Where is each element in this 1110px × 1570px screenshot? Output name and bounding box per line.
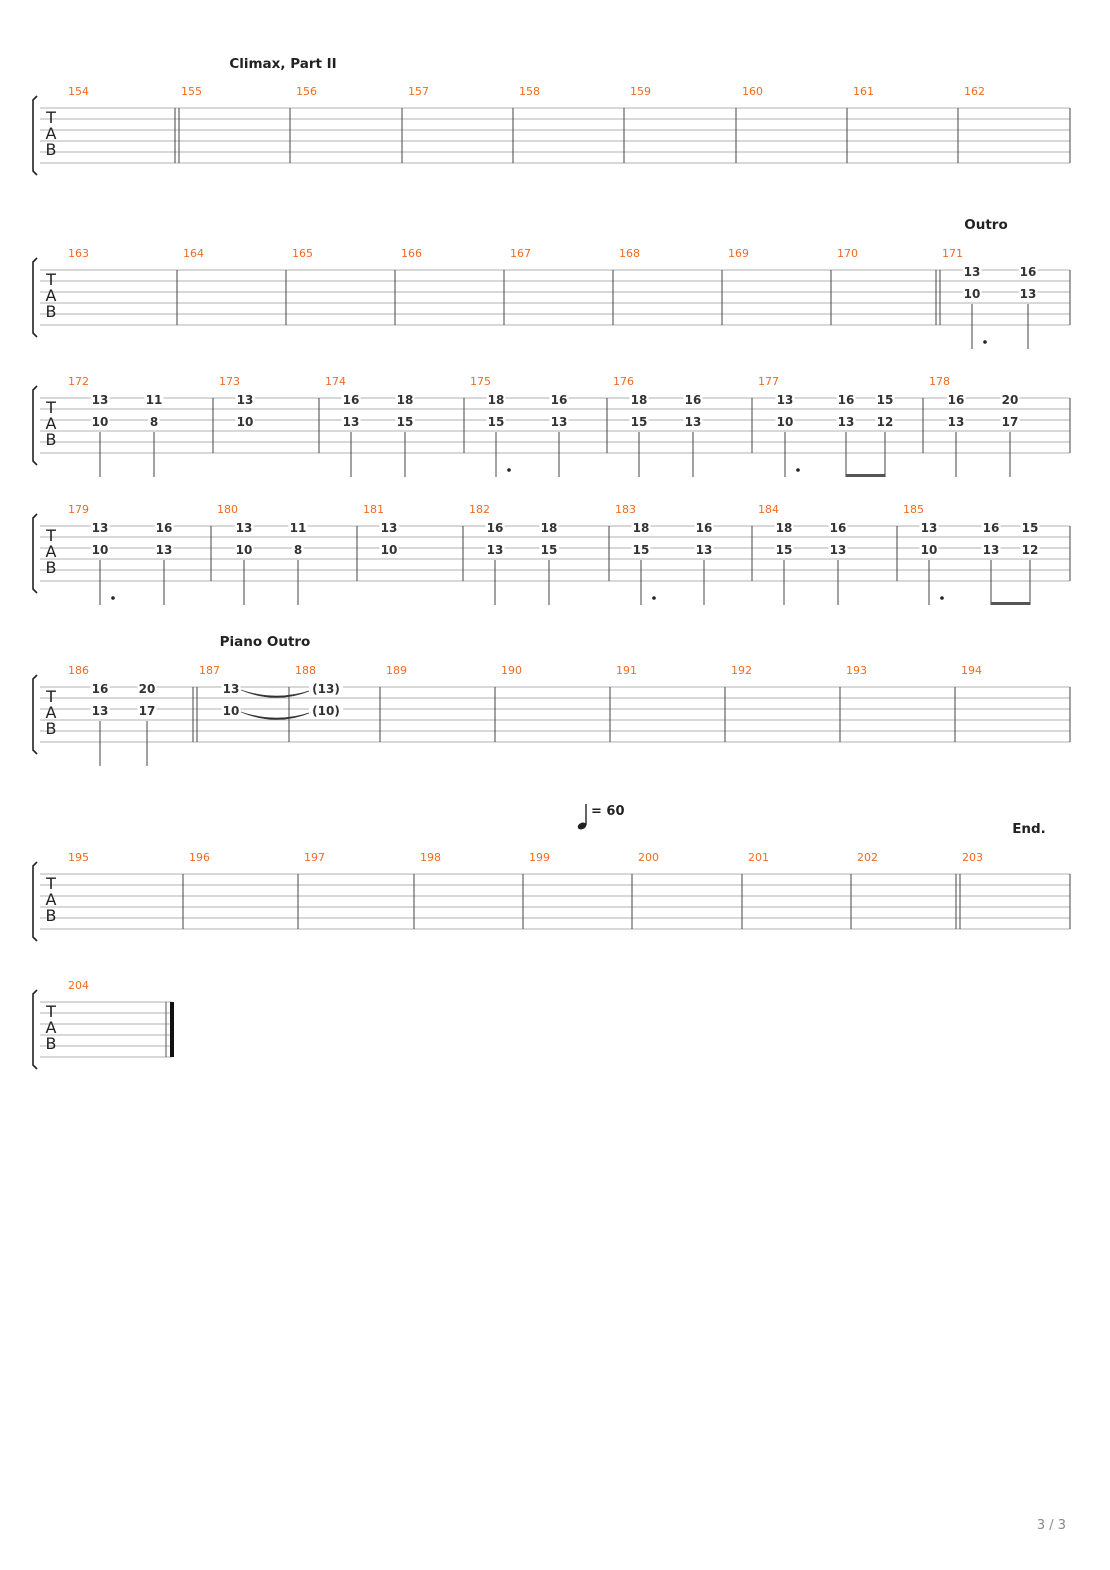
fret-number: 16 bbox=[342, 393, 360, 407]
fret-number: 16 bbox=[550, 393, 568, 407]
fret-number: 18 bbox=[540, 521, 558, 535]
measure-number: 181 bbox=[363, 503, 384, 516]
rhythm-dot bbox=[652, 596, 656, 600]
measure-number: 163 bbox=[68, 247, 89, 260]
measure-number: 175 bbox=[470, 375, 491, 388]
section-label: Piano Outro bbox=[219, 634, 311, 650]
fret-number: 13 bbox=[1019, 287, 1037, 301]
measure-number: 192 bbox=[731, 664, 752, 677]
tab-clef-letter: T bbox=[46, 687, 56, 706]
note-beam bbox=[991, 602, 1030, 605]
tab-clef-letter: A bbox=[45, 414, 57, 433]
fret-number: 13 bbox=[91, 704, 109, 718]
measure-number: 166 bbox=[401, 247, 422, 260]
fret-number: 18 bbox=[487, 393, 505, 407]
fret-number: 20 bbox=[138, 682, 156, 696]
measure-number: 161 bbox=[853, 85, 874, 98]
fret-number: 10 bbox=[222, 704, 240, 718]
tab-clef-letter: T bbox=[46, 270, 56, 289]
measure-number: 190 bbox=[501, 664, 522, 677]
system-bracket bbox=[33, 675, 37, 754]
fret-number: 8 bbox=[293, 543, 303, 557]
fret-number: 13 bbox=[695, 543, 713, 557]
fret-number: 10 bbox=[963, 287, 981, 301]
measure-number: 183 bbox=[615, 503, 636, 516]
measure-number: 185 bbox=[903, 503, 924, 516]
fret-number: 13 bbox=[342, 415, 360, 429]
measure-number: 178 bbox=[929, 375, 950, 388]
tab-clef-letter: B bbox=[45, 906, 57, 925]
measure-number: 177 bbox=[758, 375, 779, 388]
fret-number: 13 bbox=[963, 265, 981, 279]
tab-clef-letter: B bbox=[45, 719, 57, 738]
fret-number: 12 bbox=[1021, 543, 1039, 557]
section-label: Climax, Part II bbox=[229, 56, 337, 72]
measure-number: 202 bbox=[857, 851, 878, 864]
fret-number: 16 bbox=[829, 521, 847, 535]
fret-number: 13 bbox=[222, 682, 240, 696]
fret-number: 13 bbox=[235, 521, 253, 535]
fret-number: 18 bbox=[775, 521, 793, 535]
tab-clef-letter: A bbox=[45, 703, 57, 722]
measure-number: 187 bbox=[199, 664, 220, 677]
measure-number: 170 bbox=[837, 247, 858, 260]
measure-number: 186 bbox=[68, 664, 89, 677]
measure-number: 156 bbox=[296, 85, 317, 98]
fret-number: 13 bbox=[684, 415, 702, 429]
fret-number: 12 bbox=[876, 415, 894, 429]
fret-number: 13 bbox=[829, 543, 847, 557]
measure-number: 201 bbox=[748, 851, 769, 864]
measure-number: 160 bbox=[742, 85, 763, 98]
measure-number: 193 bbox=[846, 664, 867, 677]
measure-number: 158 bbox=[519, 85, 540, 98]
fret-number: 13 bbox=[947, 415, 965, 429]
rhythm-dot bbox=[796, 468, 800, 472]
fret-number: 15 bbox=[632, 543, 650, 557]
system-bracket bbox=[33, 258, 37, 337]
measure-number: 191 bbox=[616, 664, 637, 677]
system-bracket bbox=[33, 514, 37, 593]
measure-number: 174 bbox=[325, 375, 346, 388]
tab-clef-letter: B bbox=[45, 1034, 57, 1053]
rhythm-dot bbox=[111, 596, 115, 600]
fret-number: 13 bbox=[236, 393, 254, 407]
fret-number: 15 bbox=[630, 415, 648, 429]
measure-number: 199 bbox=[529, 851, 550, 864]
fret-number: (10) bbox=[312, 704, 340, 718]
measure-number: 165 bbox=[292, 247, 313, 260]
fret-number: 15 bbox=[396, 415, 414, 429]
section-label: End. bbox=[1012, 821, 1046, 837]
fret-number: 13 bbox=[380, 521, 398, 535]
tab-clef-letter: T bbox=[46, 108, 56, 127]
tab-clef-letter: A bbox=[45, 286, 57, 305]
tab-clef-letter: T bbox=[46, 874, 56, 893]
fret-number: 16 bbox=[486, 521, 504, 535]
fret-number: 10 bbox=[91, 415, 109, 429]
measure-number: 172 bbox=[68, 375, 89, 388]
note-beam bbox=[846, 474, 885, 477]
tempo-marking: = 60 bbox=[591, 804, 625, 819]
measure-number: 184 bbox=[758, 503, 779, 516]
rhythm-dot bbox=[983, 340, 987, 344]
fret-number: 13 bbox=[91, 521, 109, 535]
fret-number: 20 bbox=[1001, 393, 1019, 407]
measure-number: 198 bbox=[420, 851, 441, 864]
fret-number: 15 bbox=[1021, 521, 1039, 535]
fret-number: 15 bbox=[775, 543, 793, 557]
fret-number: 16 bbox=[695, 521, 713, 535]
measure-number: 167 bbox=[510, 247, 531, 260]
measure-number: 196 bbox=[189, 851, 210, 864]
fret-number: 17 bbox=[138, 704, 156, 718]
measure-number: 203 bbox=[962, 851, 983, 864]
tab-clef-letter: B bbox=[45, 140, 57, 159]
measure-number: 197 bbox=[304, 851, 325, 864]
fret-number: 13 bbox=[91, 393, 109, 407]
page-indicator: 3 / 3 bbox=[1036, 1518, 1066, 1533]
measure-number: 195 bbox=[68, 851, 89, 864]
measure-number: 162 bbox=[964, 85, 985, 98]
tab-clef-letter: A bbox=[45, 542, 57, 561]
fret-number: 13 bbox=[550, 415, 568, 429]
fret-number: 18 bbox=[630, 393, 648, 407]
fret-number: 16 bbox=[91, 682, 109, 696]
fret-number: 13 bbox=[982, 543, 1000, 557]
measure-number: 164 bbox=[183, 247, 204, 260]
fret-number: 13 bbox=[155, 543, 173, 557]
fret-number: 17 bbox=[1001, 415, 1019, 429]
tie-arc bbox=[241, 690, 312, 698]
fret-number: 13 bbox=[486, 543, 504, 557]
fret-number: 18 bbox=[632, 521, 650, 535]
fret-number: 10 bbox=[776, 415, 794, 429]
fret-number: 13 bbox=[776, 393, 794, 407]
fret-number: 15 bbox=[540, 543, 558, 557]
fret-number: 16 bbox=[982, 521, 1000, 535]
fret-number: 11 bbox=[289, 521, 307, 535]
measure-number: 159 bbox=[630, 85, 651, 98]
rhythm-dot bbox=[507, 468, 511, 472]
fret-number: 10 bbox=[235, 543, 253, 557]
fret-number: 8 bbox=[149, 415, 159, 429]
tab-clef-letter: B bbox=[45, 558, 57, 577]
system-bracket bbox=[33, 386, 37, 465]
tab-clef-letter: T bbox=[46, 526, 56, 545]
system-bracket bbox=[33, 96, 37, 175]
fret-number: 16 bbox=[155, 521, 173, 535]
measure-number: 194 bbox=[961, 664, 982, 677]
measure-number: 180 bbox=[217, 503, 238, 516]
measure-number: 179 bbox=[68, 503, 89, 516]
fret-number: 18 bbox=[396, 393, 414, 407]
fret-number: 15 bbox=[487, 415, 505, 429]
fret-number: 10 bbox=[236, 415, 254, 429]
measure-number: 171 bbox=[942, 247, 963, 260]
fret-number: 16 bbox=[837, 393, 855, 407]
measure-number: 200 bbox=[638, 851, 659, 864]
tab-clef-letter: A bbox=[45, 124, 57, 143]
system-bracket bbox=[33, 990, 37, 1069]
tab-clef-letter: B bbox=[45, 302, 57, 321]
system-bracket bbox=[33, 862, 37, 941]
tab-clef-letter: A bbox=[45, 890, 57, 909]
section-label: Outro bbox=[964, 217, 1008, 233]
fret-number: 15 bbox=[876, 393, 894, 407]
measure-number: 169 bbox=[728, 247, 749, 260]
fret-number: (13) bbox=[312, 682, 340, 696]
measure-number: 157 bbox=[408, 85, 429, 98]
fret-number: 13 bbox=[837, 415, 855, 429]
tab-clef-letter: A bbox=[45, 1018, 57, 1037]
measure-number: 204 bbox=[68, 979, 89, 992]
measure-number: 173 bbox=[219, 375, 240, 388]
fret-number: 16 bbox=[684, 393, 702, 407]
tie-arc bbox=[241, 712, 312, 720]
fret-number: 16 bbox=[947, 393, 965, 407]
measure-number: 182 bbox=[469, 503, 490, 516]
measure-number: 176 bbox=[613, 375, 634, 388]
fret-number: 10 bbox=[920, 543, 938, 557]
tab-clef-letter: B bbox=[45, 430, 57, 449]
measure-number: 188 bbox=[295, 664, 316, 677]
measure-number: 168 bbox=[619, 247, 640, 260]
fret-number: 13 bbox=[920, 521, 938, 535]
measure-number: 154 bbox=[68, 85, 89, 98]
tab-clef-letter: T bbox=[46, 398, 56, 417]
fret-number: 10 bbox=[91, 543, 109, 557]
rhythm-dot bbox=[940, 596, 944, 600]
measure-number: 189 bbox=[386, 664, 407, 677]
fret-number: 11 bbox=[145, 393, 163, 407]
tab-clef-letter: T bbox=[46, 1002, 56, 1021]
fret-number: 10 bbox=[380, 543, 398, 557]
fret-number: 16 bbox=[1019, 265, 1037, 279]
measure-number: 155 bbox=[181, 85, 202, 98]
